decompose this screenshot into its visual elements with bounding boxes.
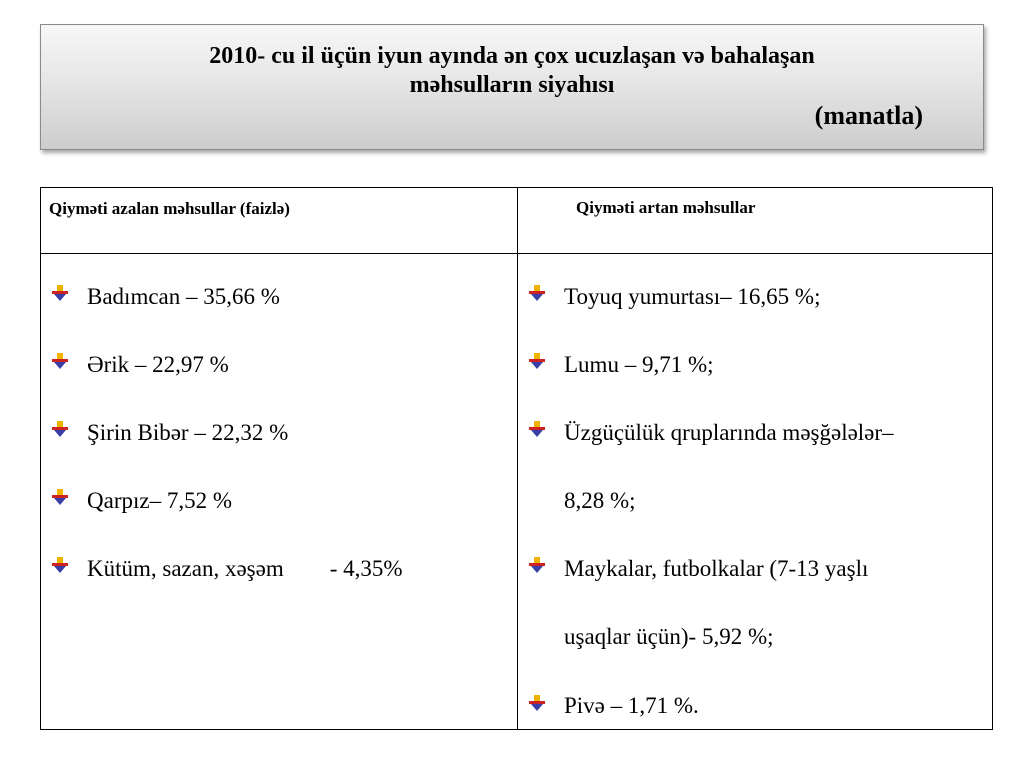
increased-item-continuation: uşaqlar üçün)- 5,92 %; (564, 624, 774, 649)
increased-item: Lumu – 9,71 %; (564, 352, 714, 377)
increased-item: Pivә – 1,71 %. (564, 693, 699, 718)
increased-prices-header: Qiymәti artan mәhsullar (576, 198, 756, 217)
decreased-item: Qarpız– 7,52 % (87, 488, 232, 513)
bullet-arrow-icon (52, 353, 68, 369)
increased-item-continuation: 8,28 %; (564, 488, 636, 513)
page-title-line-1: 2010- cu il üçün iyun ayında ən çox ucuzlaşan və bahalaşan (209, 43, 815, 69)
currency-unit: (manatla) (814, 101, 923, 130)
bullet-arrow-icon (52, 421, 68, 437)
bullet-arrow-icon (52, 285, 68, 301)
page-title-line-2: məhsulların siyahısı (409, 72, 615, 98)
bullet-arrow-icon (529, 421, 545, 437)
bullet-arrow-icon (529, 285, 545, 301)
price-change-table (40, 187, 993, 730)
decreased-item: Әrik – 22,97 % (87, 352, 229, 377)
bullet-arrow-icon (52, 489, 68, 505)
increased-item: Toyuq yumurtası– 16,65 %; (564, 284, 821, 309)
column-divider (517, 188, 518, 729)
decreased-item: Badımcan – 35,66 % (87, 284, 280, 309)
bullet-arrow-icon (529, 557, 545, 573)
increased-item: Maykalar, futbolkalar (7-13 yaşlı (564, 556, 869, 581)
header-divider (41, 253, 992, 254)
increased-item: Üzgüçülük qruplarında mәşğәlәlәr– (564, 420, 894, 445)
decreased-item: Şirin Bibәr – 22,32 % (87, 420, 289, 445)
bullet-arrow-icon (52, 557, 68, 573)
title-box (40, 24, 984, 150)
bullet-arrow-icon (529, 353, 545, 369)
decreased-prices-header: Qiymәti azalan mәhsullar (faizlә) (49, 199, 290, 218)
decreased-item: Kütüm, sazan, xәşәm - 4,35% (87, 556, 403, 581)
bullet-arrow-icon (529, 695, 545, 711)
